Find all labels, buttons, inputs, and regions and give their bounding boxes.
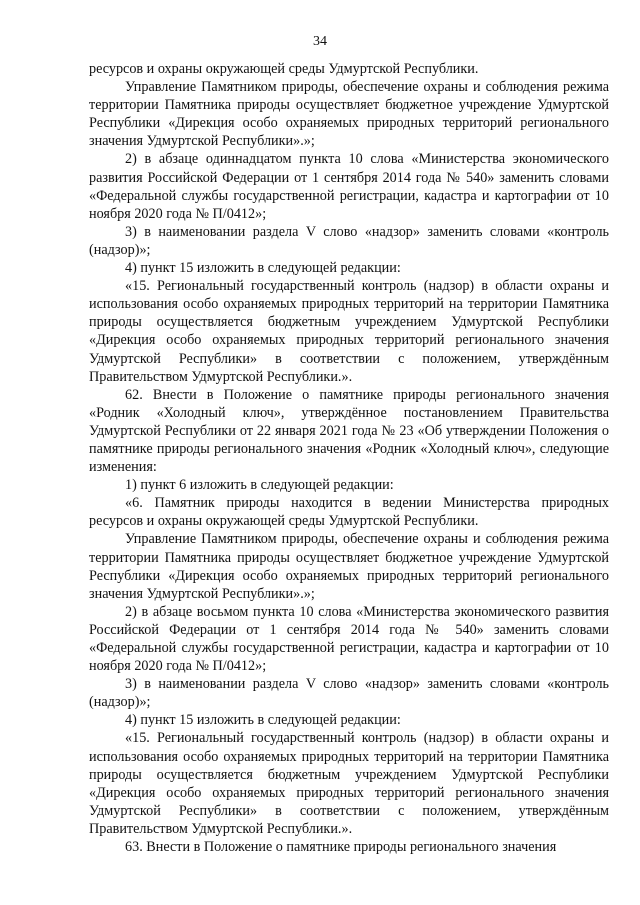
paragraph-continuation: ресурсов и охраны окружающей среды Удмуртской Республики. (89, 61, 479, 77)
paragraph-item-1: 1) пункт 6 изложить в следующей редакции: (125, 477, 394, 494)
paragraph-item-3-second: 3) в наименовании раздела V слово «надзор» заменить словами «контроль (надзор)»; (89, 676, 609, 711)
paragraph-item-3-first: 3) в наименовании раздела V слово «надзор» заменить словами «контроль (надзор)»; (89, 223, 609, 258)
paragraph-management-1: Управление Памятником природы, обеспечение охраны и соблюдения режима территории Памятника природы осуществляет бюджетное учреждение Удмуртской Республики «Дирекция особо охраняемых природных территорий регионального значения Удмуртской Республики».»; (89, 79, 609, 150)
page-number: 34 (313, 34, 327, 49)
paragraph-section-62: 62. Внести в Положение о памятнике природы регионального значения «Родник «Холодный ключ», утверждённое постановлением Правительства Удмуртской Республики от 22 января 2021 года № 23 «Об утверждении Положения о памятнике природы регионального значения «Родник «Холодный ключ», следующие изменения: (89, 386, 609, 476)
paragraph-management-2: Управление Памятником природы, обеспечение охраны и соблюдения режима территории Памятника природы осуществляет бюджетное учреждение Удмуртской Республики «Дирекция особо охраняемых природных территорий регионального значения Удмуртской Республики».»; (89, 531, 609, 602)
paragraph-item-4-first: 4) пункт 15 изложить в следующей редакции: (125, 260, 401, 277)
paragraph-item-4-second: 4) пункт 15 изложить в следующей редакции: (125, 712, 401, 729)
document-body (89, 60, 609, 856)
paragraph-clause-15-second: «15. Региональный государственный контроль (надзор) в области охраны и использования особо охраняемых природных территорий на территории Памятника природы осуществляется бюджетным учреждением Удмуртской Республики «Дирекция особо охраняемых природных территорий регионального значения Удмуртской Республики» в соответствии с положением, утверждённым Правительством Удмуртской Республики.». (89, 730, 609, 837)
paragraph-section-63: 63. Внести в Положение о памятнике природы регионального значения (125, 839, 557, 856)
paragraph-clause-6: «6. Памятник природы находится в ведении Министерства природных ресурсов и охраны окружающей среды Удмуртской Республики. (89, 495, 609, 530)
paragraph-clause-15-first: «15. Региональный государственный контроль (надзор) в области охраны и использования особо охраняемых природных территорий на территории Памятника природы осуществляется бюджетным учреждением Удмуртской Республики «Дирекция особо охраняемых природных территорий регионального значения Удмуртской Республики» в соответствии с положением, утверждённым Правительством Удмуртской Республики.». (89, 278, 609, 385)
paragraph-item-2-second: 2) в абзаце восьмом пункта 10 слова «Министерства экономического развития Российской Федерации от 1 сентября 2014 года № 540» заменить словами «Федеральной службы государственной регистрации, кадастра и картографии от 10 ноября 2020 года № П/0412»; (89, 603, 609, 675)
paragraph-item-2-first: 2) в абзаце одиннадцатом пункта 10 слова «Министерства экономического развития Российской Федерации от 1 сентября 2014 года № 540» заменить словами «Федеральной службы государственной регистрации, кадастра и картографии от 10 ноября 2020 года № П/0412»; (89, 151, 609, 222)
